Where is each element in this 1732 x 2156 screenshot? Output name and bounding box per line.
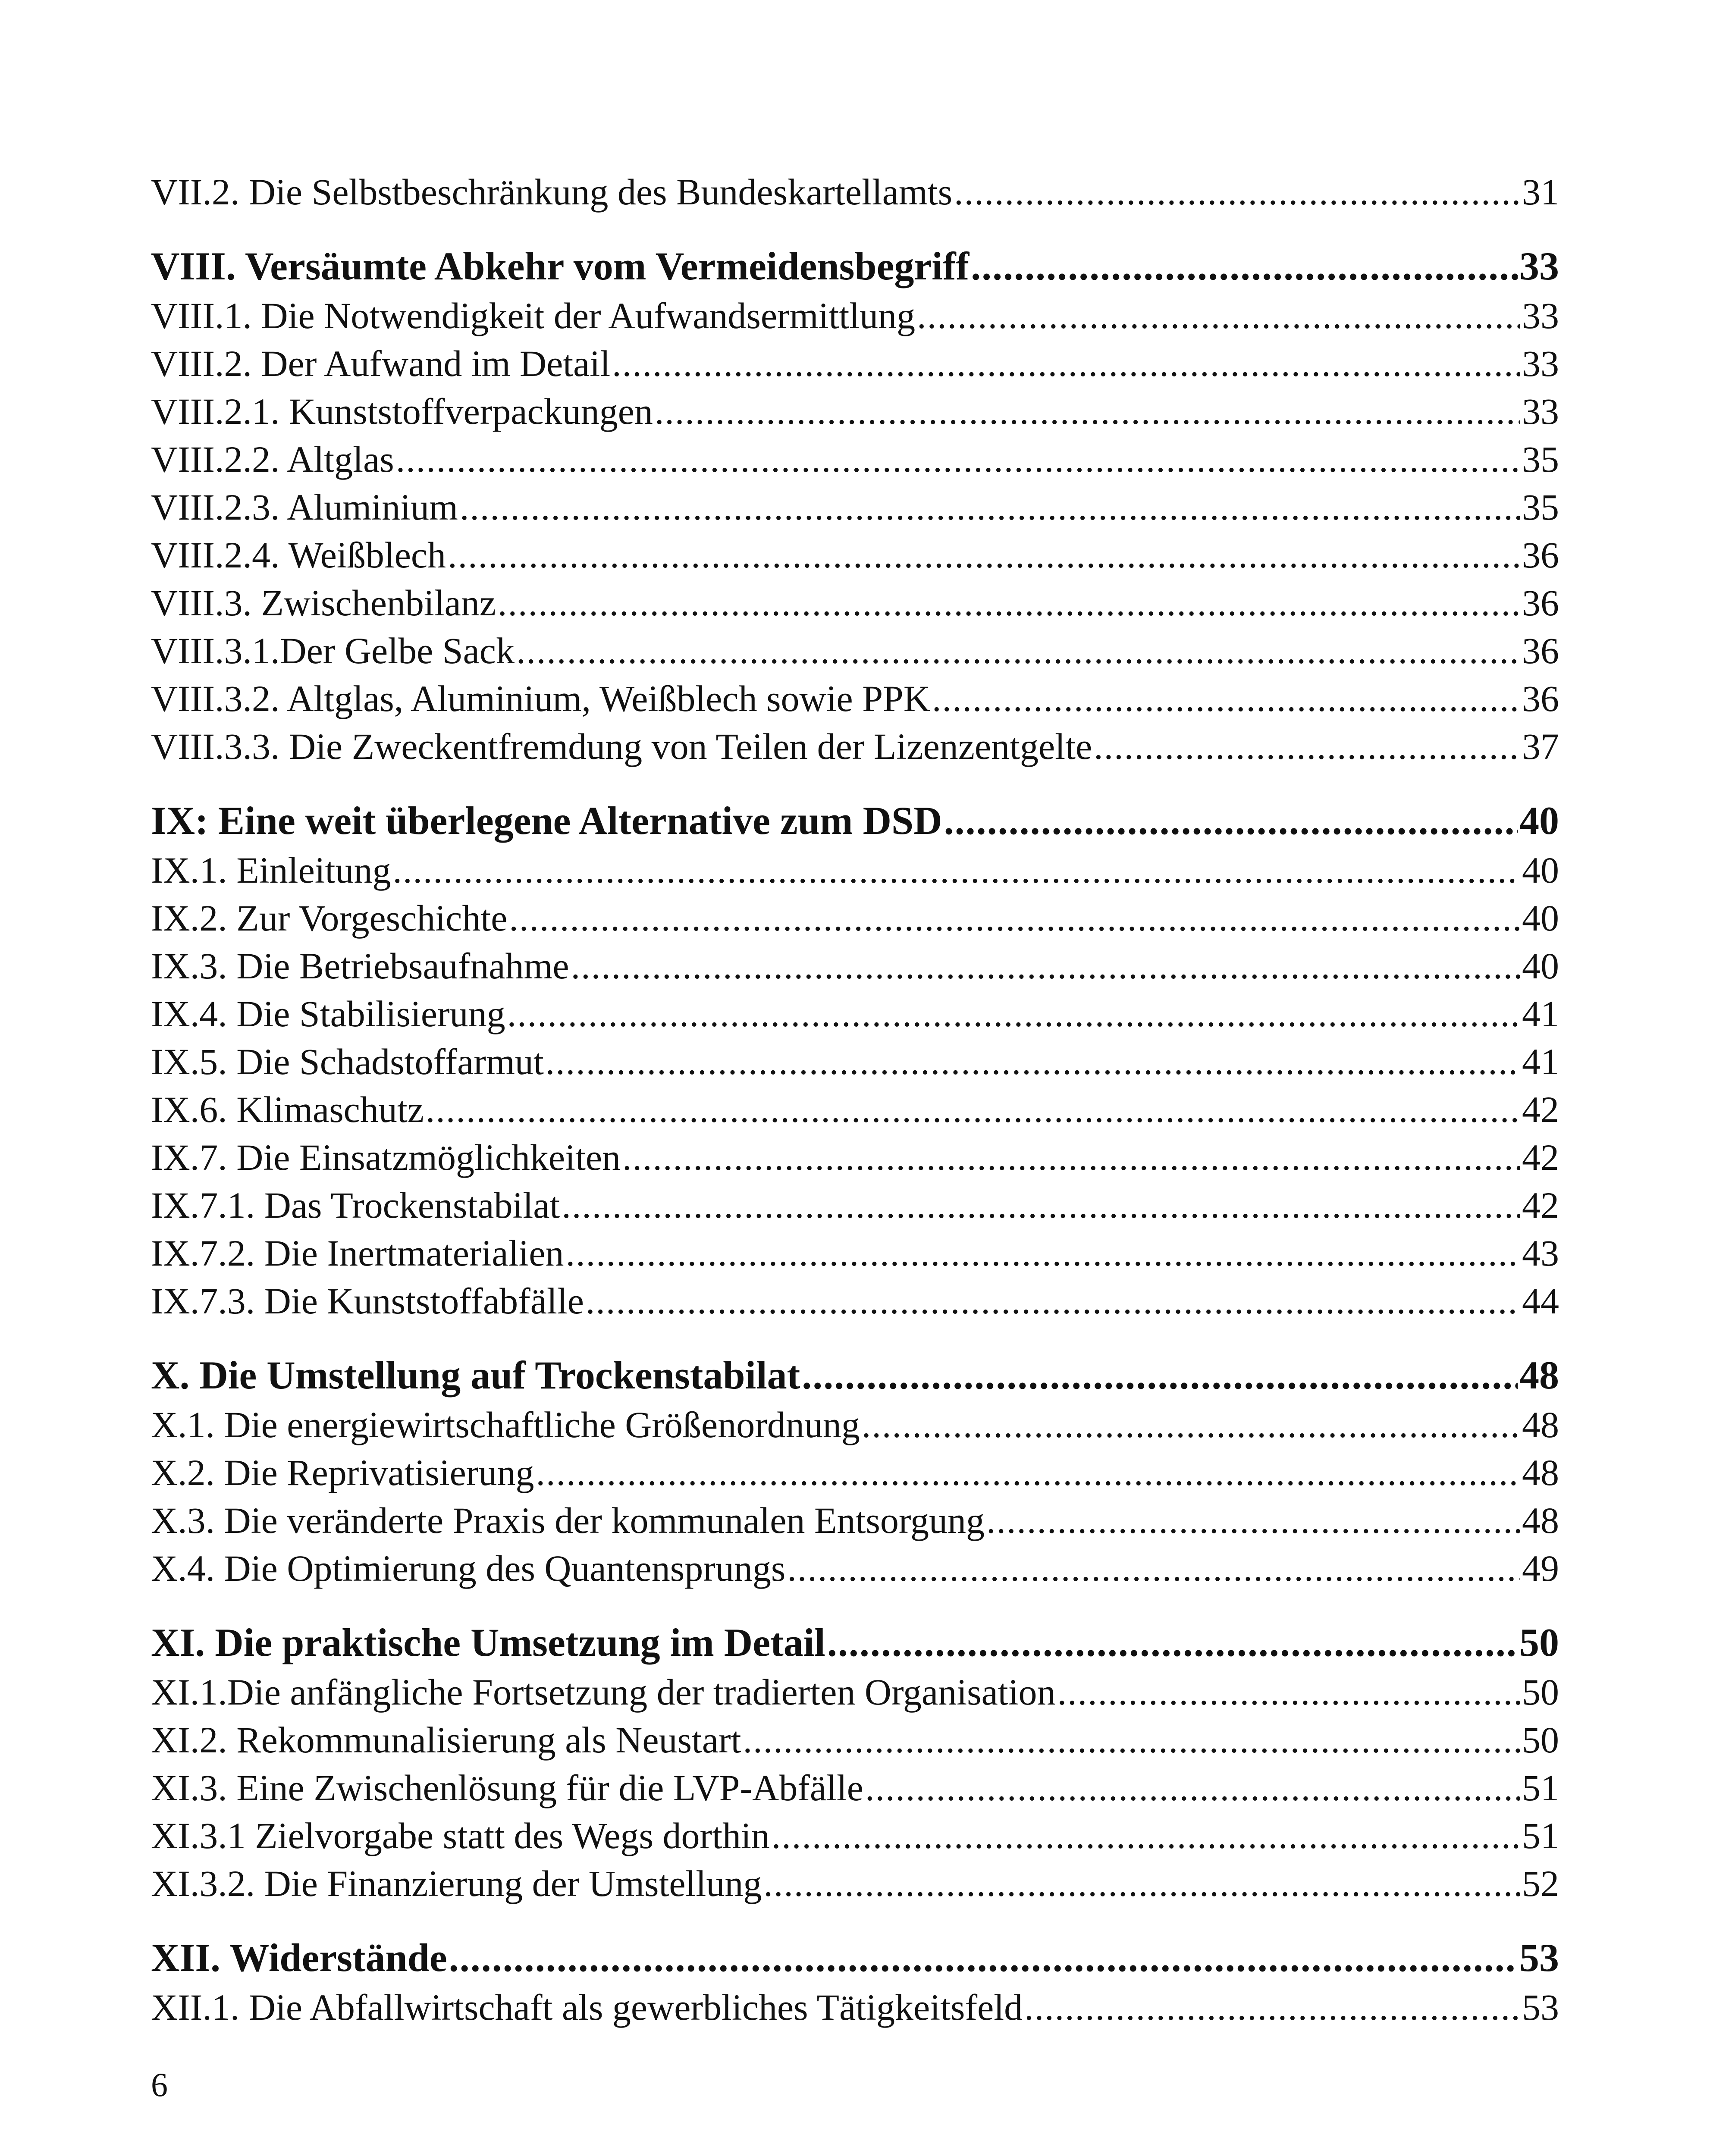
toc-entry-page: 33 <box>1522 343 1559 384</box>
toc-section-entry <box>151 1984 1559 2031</box>
dot-leader <box>460 483 1520 531</box>
toc-section-entry <box>151 1668 1559 1716</box>
dot-leader <box>1024 1984 1520 2031</box>
dot-leader <box>449 1932 1518 1984</box>
toc-entry-title: IX.1. Einleitung <box>151 849 391 891</box>
toc-section-entry <box>151 1716 1559 1764</box>
toc-section-entry <box>151 1277 1559 1325</box>
toc-section-entry <box>151 1086 1559 1134</box>
dot-leader <box>562 1181 1520 1229</box>
toc-chapter-entry <box>151 795 1559 846</box>
toc-entry-title: VIII.2. Der Aufwand im Detail <box>151 343 611 384</box>
toc-entry-title: IX.7.1. Das Trockenstabilat <box>151 1185 560 1226</box>
dot-leader <box>396 436 1520 483</box>
table-of-contents <box>151 168 1559 2031</box>
toc-entry-title: X.4. Die Optimierung des Quantensprungs <box>151 1548 786 1589</box>
page-number: 6 <box>151 2066 168 2103</box>
toc-entry-page: 40 <box>1519 799 1559 843</box>
toc-chapter-entry <box>151 240 1559 292</box>
toc-entry-title: X.1. Die energiewirtschaftliche Größenordnung <box>151 1404 860 1445</box>
toc-entry-page: 40 <box>1522 945 1559 987</box>
toc-entry-page: 42 <box>1522 1089 1559 1130</box>
toc-entry-page: 53 <box>1519 1936 1559 1980</box>
toc-chapter-entry <box>151 1349 1559 1401</box>
dot-leader <box>763 1860 1520 1908</box>
toc-entry-page: 41 <box>1522 993 1559 1034</box>
toc-entry-page: 33 <box>1522 295 1559 336</box>
toc-entry-page: 48 <box>1522 1452 1559 1493</box>
toc-entry-page: 48 <box>1522 1404 1559 1445</box>
dot-leader <box>862 1401 1520 1449</box>
dot-leader <box>932 675 1520 723</box>
toc-chapter-entry <box>151 1617 1559 1668</box>
toc-entry-page: 50 <box>1522 1719 1559 1761</box>
toc-section-entry <box>151 1860 1559 1908</box>
dot-leader <box>743 1716 1520 1764</box>
dot-leader <box>498 579 1520 627</box>
toc-entry-title: VIII.2.1. Kunststoffverpackungen <box>151 391 653 432</box>
toc-entry-title: VIII.2.4. Weißblech <box>151 534 446 576</box>
toc-section-entry <box>151 1764 1559 1812</box>
toc-entry-title: IX.6. Klimaschutz <box>151 1089 424 1130</box>
toc-entry-page: 53 <box>1522 1987 1559 2028</box>
dot-leader <box>655 388 1520 436</box>
dot-leader <box>787 1545 1520 1592</box>
toc-entry-page: 37 <box>1522 726 1559 767</box>
toc-section-entry <box>151 436 1559 483</box>
toc-entry-title: XI.3. Eine Zwischenlösung für die LVP-Abfälle <box>151 1767 863 1808</box>
toc-entry-title: IX.5. Die Schadstoffarmut <box>151 1041 544 1082</box>
toc-entry-page: 50 <box>1522 1671 1559 1713</box>
toc-entry-title: XI.3.1 Zielvorgabe statt des Wegs dorthin <box>151 1815 770 1856</box>
toc-section-entry <box>151 1181 1559 1229</box>
dot-leader <box>426 1086 1520 1134</box>
dot-leader <box>954 168 1520 216</box>
toc-entry-page: 48 <box>1519 1353 1559 1397</box>
toc-entry-title: IX: Eine weit überlegene Alternative zum DSD <box>151 799 942 843</box>
toc-entry-page: 33 <box>1519 244 1559 288</box>
dot-leader <box>622 1134 1520 1181</box>
toc-chapter-entry <box>151 1932 1559 1984</box>
toc-entry-page: 35 <box>1522 439 1559 480</box>
dot-leader <box>612 340 1520 388</box>
toc-entry-title: IX.7.3. Die Kunststoffabfälle <box>151 1280 584 1322</box>
toc-entry-title: IX.2. Zur Vorgeschichte <box>151 897 508 939</box>
toc-section-entry <box>151 1449 1559 1497</box>
toc-entry-page: 40 <box>1522 849 1559 891</box>
toc-entry-page: 31 <box>1522 171 1559 213</box>
toc-entry-page: 36 <box>1522 630 1559 671</box>
toc-section-entry <box>151 292 1559 340</box>
toc-entry-page: 52 <box>1522 1863 1559 1904</box>
toc-entry-page: 40 <box>1522 897 1559 939</box>
toc-entry-title: VIII.1. Die Notwendigkeit der Aufwandsermittlung <box>151 295 916 336</box>
dot-leader <box>865 1764 1520 1812</box>
toc-entry-title: VIII.2.2. Altglas <box>151 439 394 480</box>
toc-section-entry <box>151 846 1559 894</box>
dot-leader <box>393 846 1520 894</box>
dot-leader <box>986 1497 1520 1545</box>
dot-leader <box>536 1449 1520 1497</box>
toc-section-entry <box>151 1401 1559 1449</box>
toc-entry-title: VIII. Versäumte Abkehr vom Vermeidensbegriff <box>151 244 970 288</box>
dot-leader <box>802 1349 1518 1401</box>
dot-leader <box>971 240 1518 292</box>
toc-entry-title: VII.2. Die Selbstbeschränkung des Bundeskartellamts <box>151 171 953 213</box>
toc-section-entry <box>151 483 1559 531</box>
dot-leader <box>944 795 1518 846</box>
toc-entry-page: 51 <box>1522 1815 1559 1856</box>
toc-section-entry <box>151 894 1559 942</box>
toc-entry-page: 42 <box>1522 1185 1559 1226</box>
dot-leader <box>448 531 1520 579</box>
toc-entry-page: 36 <box>1522 678 1559 719</box>
toc-entry-title: VIII.3.2. Altglas, Aluminium, Weißblech sowie PPK <box>151 678 930 719</box>
toc-entry-title: XII. Widerstände <box>151 1936 447 1980</box>
toc-section-entry <box>151 340 1559 388</box>
dot-leader <box>917 292 1520 340</box>
toc-entry-page: 44 <box>1522 1280 1559 1322</box>
toc-entry-title: X.3. Die veränderte Praxis der kommunalen Entsorgung <box>151 1500 985 1541</box>
toc-entry-title: IX.4. Die Stabilisierung <box>151 993 505 1034</box>
dot-leader <box>586 1277 1520 1325</box>
dot-leader <box>772 1812 1520 1860</box>
toc-section-entry <box>151 1545 1559 1592</box>
toc-entry-title: XII.1. Die Abfallwirtschaft als gewerbliches Tätigkeitsfeld <box>151 1987 1023 2028</box>
toc-entry-title: XI.3.2. Die Finanzierung der Umstellung <box>151 1863 762 1904</box>
toc-entry-page: 43 <box>1522 1232 1559 1274</box>
dot-leader <box>509 894 1520 942</box>
toc-section-entry <box>151 942 1559 990</box>
dot-leader <box>827 1617 1518 1668</box>
toc-entry-page: 51 <box>1522 1767 1559 1808</box>
toc-section-entry <box>151 723 1559 771</box>
toc-entry-title: XI.1.Die anfängliche Fortsetzung der tradierten Organisation <box>151 1671 1056 1713</box>
toc-section-entry <box>151 531 1559 579</box>
toc-entry-title: VIII.3.1.Der Gelbe Sack <box>151 630 515 671</box>
toc-entry-title: VIII.3.3. Die Zweckentfremdung von Teilen der Lizenzentgelte <box>151 726 1092 767</box>
toc-entry-page: 36 <box>1522 582 1559 624</box>
toc-entry-page: 42 <box>1522 1137 1559 1178</box>
toc-section-entry <box>151 1038 1559 1086</box>
toc-entry-page: 35 <box>1522 486 1559 528</box>
toc-section-entry <box>151 388 1559 436</box>
dot-leader <box>546 1038 1520 1086</box>
toc-entry-page: 49 <box>1522 1548 1559 1589</box>
toc-entry-title: IX.3. Die Betriebsaufnahme <box>151 945 569 987</box>
toc-section-entry <box>151 1497 1559 1545</box>
toc-section-entry <box>151 168 1559 216</box>
toc-section-entry <box>151 579 1559 627</box>
toc-entry-title: IX.7. Die Einsatzmöglichkeiten <box>151 1137 621 1178</box>
toc-entry-title: X. Die Umstellung auf Trockenstabilat <box>151 1353 800 1397</box>
toc-entry-title: XI.2. Rekommunalisierung als Neustart <box>151 1719 741 1761</box>
toc-section-entry <box>151 1812 1559 1860</box>
toc-section-entry <box>151 1134 1559 1181</box>
toc-entry-page: 36 <box>1522 534 1559 576</box>
dot-leader <box>507 990 1520 1038</box>
dot-leader <box>1094 723 1520 771</box>
dot-leader <box>516 627 1520 675</box>
toc-entry-title: VIII.3. Zwischenbilanz <box>151 582 496 624</box>
toc-entry-title: IX.7.2. Die Inertmaterialien <box>151 1232 564 1274</box>
toc-section-entry <box>151 1229 1559 1277</box>
toc-entry-title: XI. Die praktische Umsetzung im Detail <box>151 1620 825 1664</box>
toc-entry-page: 33 <box>1522 391 1559 432</box>
dot-leader <box>566 1229 1520 1277</box>
toc-entry-page: 50 <box>1519 1620 1559 1664</box>
toc-section-entry <box>151 990 1559 1038</box>
dot-leader <box>571 942 1520 990</box>
toc-entry-page: 48 <box>1522 1500 1559 1541</box>
toc-section-entry <box>151 675 1559 723</box>
toc-section-entry <box>151 627 1559 675</box>
dot-leader <box>1057 1668 1520 1716</box>
toc-entry-page: 41 <box>1522 1041 1559 1082</box>
toc-entry-title: VIII.2.3. Aluminium <box>151 486 458 528</box>
toc-entry-title: X.2. Die Reprivatisierung <box>151 1452 534 1493</box>
